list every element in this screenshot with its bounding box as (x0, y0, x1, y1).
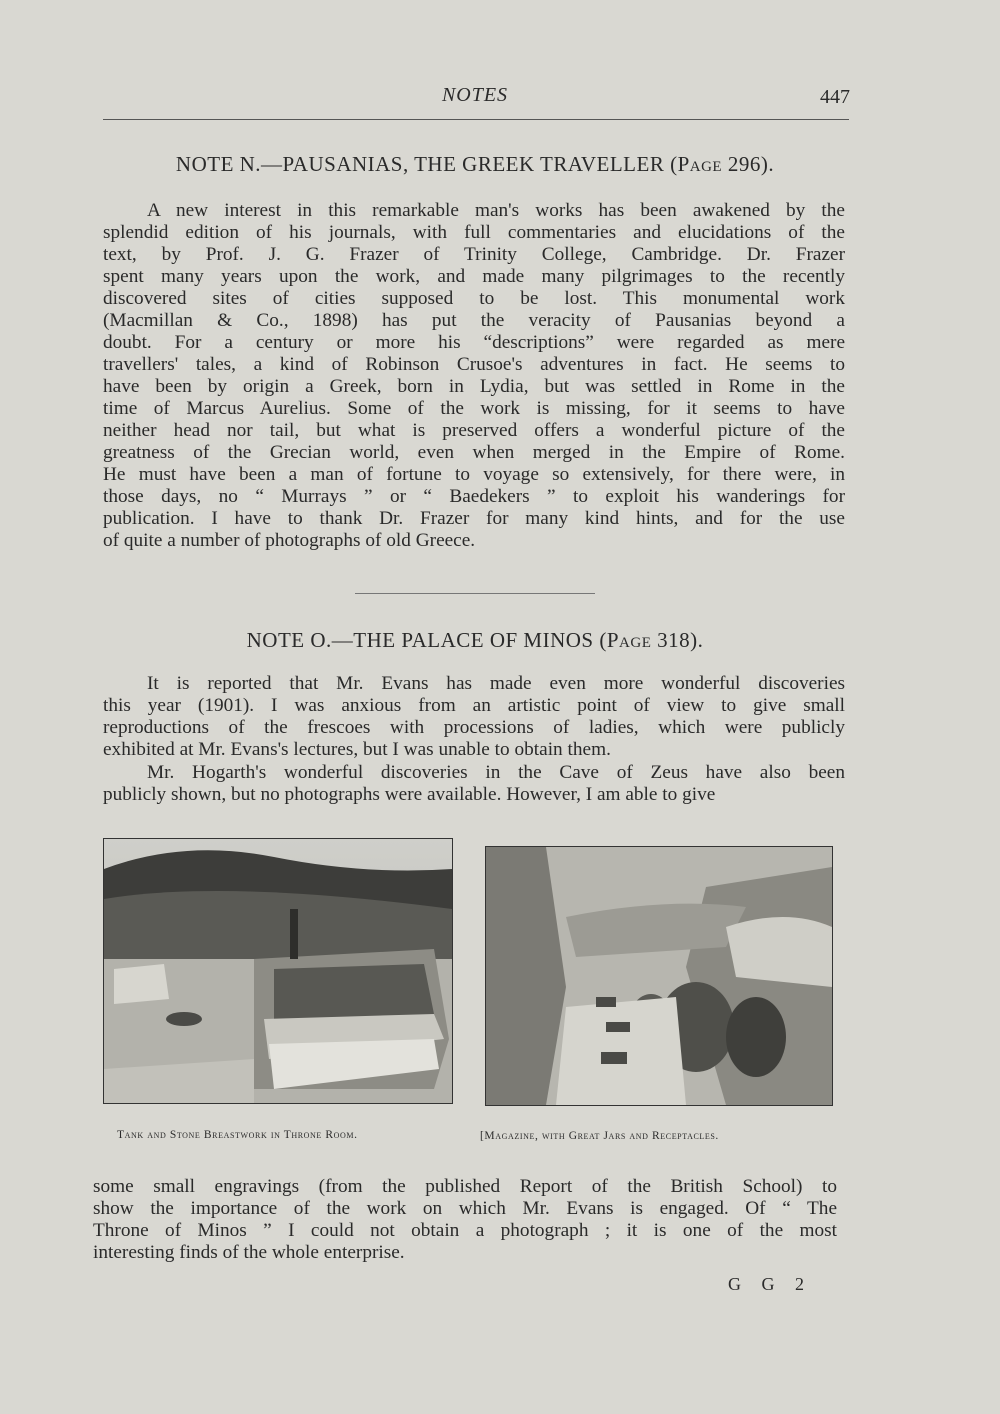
text-line: travellers' tales, a kind of Robinson Crusoe's adventures in fact. He seems to (103, 354, 845, 375)
text-line: text, by Prof. J. G. Frazer of Trinity College, Cambridge. Dr. Frazer (103, 244, 845, 265)
text-line: some small engravings (from the published Report of the British School) to (93, 1176, 837, 1197)
note-o-heading (100, 628, 850, 653)
text-line: exhibited at Mr. Evans's lectures, but I was unable to obtain them. (103, 739, 611, 760)
text-line: Throne of Minos ” I could not obtain a photograph ; it is one of the most (93, 1220, 837, 1241)
throne-room-image (104, 839, 452, 1103)
text-line: greatness of the Grecian world, even when merged in the Empire of Rome. (103, 442, 845, 463)
note-n-heading-page: Page 296 (677, 152, 761, 176)
right-photo-caption: [Magazine, with Great Jars and Receptacles. (480, 1130, 719, 1142)
running-head (100, 84, 850, 116)
text-line: publication. I have to thank Dr. Frazer for many kind hints, and for the use (103, 508, 845, 529)
text-line: publicly shown, but no photographs were available. However, I am able to give (103, 784, 716, 805)
text-line: those days, no “ Murrays ” or “ Baedekers ” to exploit his wanderings for (103, 486, 845, 507)
text-line: this year (1901). I was anxious from an artistic point of view to give small (103, 695, 845, 716)
text-line: Mr. Hogarth's wonderful discoveries in the Cave of Zeus have also been (147, 762, 845, 783)
text-line: of quite a number of photographs of old Greece. (103, 530, 476, 551)
magazine-image (486, 847, 832, 1105)
text-line: show the importance of the work on which Mr. Evans is engaged. Of “ The (93, 1198, 837, 1219)
left-photo-caption: Tank and Stone Breastwork in Throne Room. (117, 1129, 358, 1141)
text-line: reproductions of the frescoes with processions of ladies, which were publicly (103, 717, 845, 738)
header-rule (103, 119, 849, 120)
note-o-heading-close: ). (690, 628, 704, 652)
text-line: It is reported that Mr. Evans has made even more wonderful discoveries (147, 673, 845, 694)
throne-room-photo (103, 838, 453, 1104)
text-line: have been by origin a Greek, born in Lydia, but was settled in Rome in the (103, 376, 845, 397)
text-line: neither head nor tail, but what is preserved offers a wonderful picture of the (103, 420, 845, 441)
text-line: splendid edition of his journals, with full commentaries and elucidations of the (103, 222, 845, 243)
text-line: time of Marcus Aurelius. Some of the work is missing, for it seems to have (103, 398, 845, 419)
note-n-heading (100, 152, 850, 177)
text-line: spent many years upon the work, and made many pilgrimages to the recently (103, 266, 845, 287)
note-o-heading-page: Page 318 (606, 628, 691, 652)
signature-mark: G G 2 (728, 1274, 812, 1294)
note-o-paragraph-1 (103, 673, 845, 761)
note-n-body (103, 200, 845, 552)
text-line: (Macmillan & Co., 1898) has put the veracity of Pausanias beyond a (103, 310, 845, 331)
note-n-heading-close: ). (760, 152, 775, 176)
text-line: interesting finds of the whole enterprise. (93, 1242, 405, 1263)
section-divider (355, 593, 595, 594)
text-line: discovered sites of cities supposed to be lost. This monumental work (103, 288, 845, 309)
note-o-paragraph-2 (103, 762, 845, 806)
page-number: 447 (820, 86, 850, 108)
text-line: doubt. For a century or more his “descriptions” were regarded as mere (103, 332, 845, 353)
text-line: A new interest in this remarkable man's works has been awakened by the (147, 200, 845, 221)
note-n-heading-text: NOTE N.—PAUSANIAS, THE GREEK TRAVELLER ( (175, 152, 678, 176)
running-title: NOTES (441, 84, 509, 106)
magazine-photo (485, 846, 833, 1106)
note-o-paragraph-3 (93, 1176, 837, 1264)
note-o-heading-text: NOTE O.—THE PALACE OF MINOS ( (246, 628, 607, 652)
text-line: He must have been a man of fortune to voyage so extensively, for there were, in (103, 464, 845, 485)
